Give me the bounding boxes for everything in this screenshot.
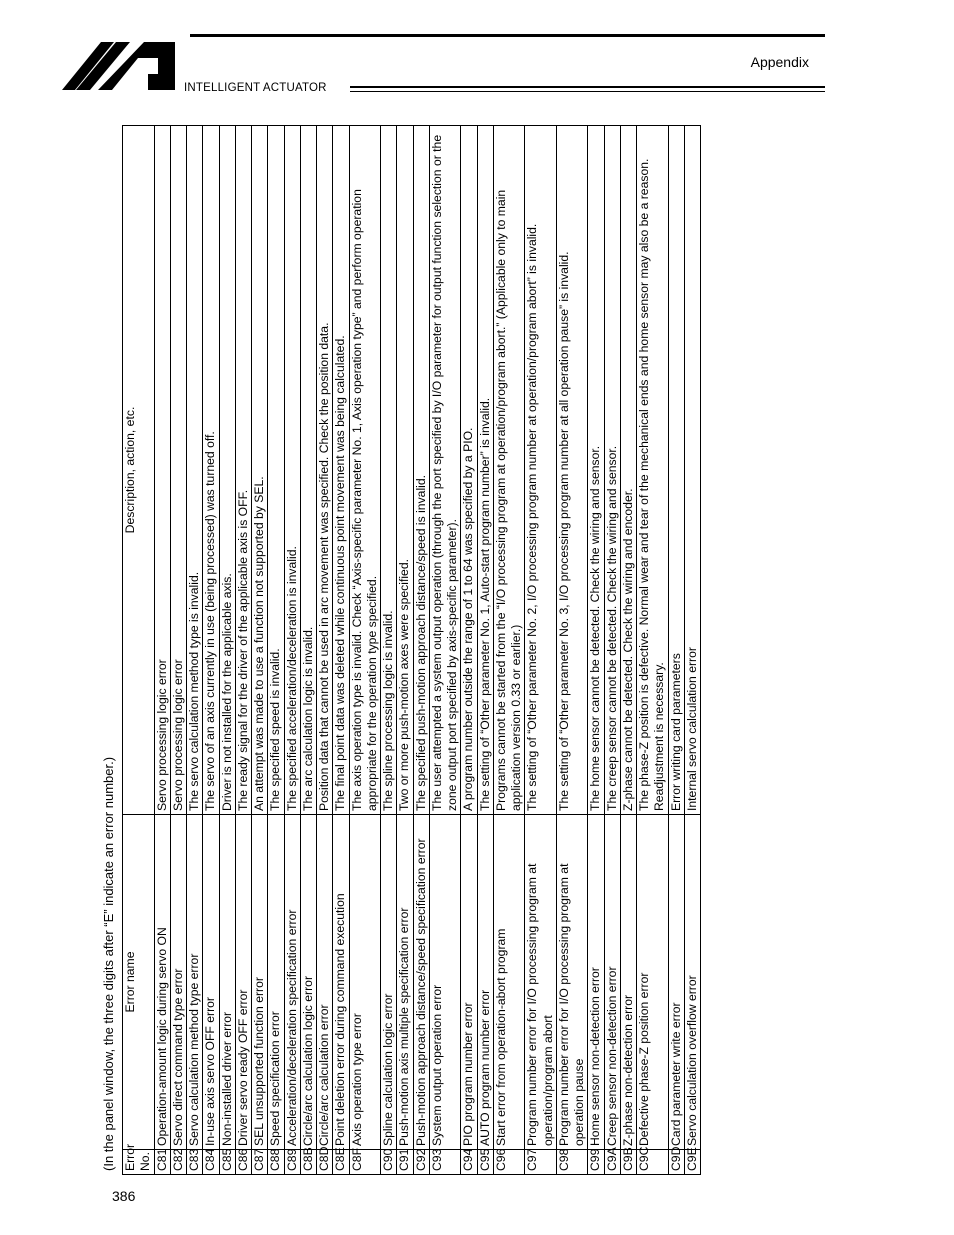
description-cell: The axis operation type is invalid. Check “Axis-specific parameter No. 1, Axis operation type” and perform operation appropriate for the operation type specified. [349, 126, 381, 815]
table-row [493, 126, 525, 1175]
section-label: Appendix [750, 54, 809, 70]
table-row [620, 126, 636, 1175]
error-name-cell: Z-phase non-detection error [620, 815, 636, 1150]
error-name-cell: PIO program number error [461, 815, 477, 1150]
table-row [684, 126, 700, 1175]
header-top-rule [190, 34, 825, 37]
table-row [588, 126, 604, 1175]
error-name-cell: Servo calculation method type error [187, 815, 203, 1150]
table-row [317, 126, 333, 1175]
error-name-cell: Push-motion approach distance/speed specification error [413, 815, 429, 1150]
error-name-cell: Driver servo ready OFF error [235, 815, 251, 1150]
error-code-cell: C95 [477, 1150, 493, 1175]
error-code-cell: C83 [187, 1150, 203, 1175]
error-name-cell: Operation-amount logic during servo ON [154, 815, 170, 1150]
description-cell: The setting of “Other parameter No. 1, Auto-start program number” is invalid. [477, 126, 493, 815]
error-code-cell: C9B [620, 1150, 636, 1175]
error-code-cell: C8D [317, 1150, 333, 1175]
error-code-cell: C91 [397, 1150, 413, 1175]
error-code-cell: C84 [203, 1150, 219, 1175]
error-code-cell: C96 [493, 1150, 525, 1175]
error-code-cell: C90 [381, 1150, 397, 1175]
error-name-cell: Start error from operation-abort program [493, 815, 525, 1150]
description-cell: The spline processing logic is invalid. [381, 126, 397, 815]
error-code-cell: C82 [170, 1150, 186, 1175]
error-name-cell: Servo calculation overflow error [684, 815, 700, 1150]
table-row [637, 126, 669, 1175]
error-code-cell: C8B [300, 1150, 316, 1175]
description-cell: Internal servo calculation error [684, 126, 700, 815]
rotated-error-table [96, 125, 876, 1175]
error-name-cell: Acceleration/deceleration specification error [284, 815, 300, 1150]
table-row [252, 126, 268, 1175]
description-cell: Driver is not installed for the applicable axis. [219, 126, 235, 815]
table-row [604, 126, 620, 1175]
error-code-cell: C98 [556, 1150, 588, 1175]
description-cell: The specified acceleration/deceleration is invalid. [284, 126, 300, 815]
description-cell: The user attempted a system output operation (through the port specified by I/O parameter for output function selection or the zone output port specified by axis-specific parameter). [429, 126, 461, 815]
error-code-cell: C9C [637, 1150, 669, 1175]
error-code-cell: C89 [284, 1150, 300, 1175]
error-code-cell: C86 [235, 1150, 251, 1175]
description-cell: Servo processing logic error [170, 126, 186, 815]
error-name-cell: Spline calculation logic error [381, 815, 397, 1150]
error-name-cell: AUTO program number error [477, 815, 493, 1150]
header-error-name: Error name [123, 815, 155, 1150]
error-table [122, 125, 701, 1175]
error-code-cell: C94 [461, 1150, 477, 1175]
header-error-no: Error No. [123, 1150, 155, 1175]
description-cell: Z-phase cannot be detected. Check the wiring and encoder. [620, 126, 636, 815]
table-row [668, 126, 684, 1175]
table-row [203, 126, 219, 1175]
description-cell: Error writing card parameters [668, 126, 684, 815]
company-name: INTELLIGENT ACTUATOR [184, 82, 327, 94]
description-cell: An attempt was made to use a function not supported by SEL. [252, 126, 268, 815]
error-name-cell: In-use axis servo OFF error [203, 815, 219, 1150]
description-cell: The setting of “Other parameter No. 2, I/O processing program number at operation/program abort” is invalid. [525, 126, 557, 815]
error-name-cell: Speed specification error [268, 815, 284, 1150]
description-cell: The specified speed is invalid. [268, 126, 284, 815]
description-cell: The creep sensor cannot be detected. Check the wiring and sensor. [604, 126, 620, 815]
description-cell: The servo calculation method type is invalid. [187, 126, 203, 815]
iai-logo-icon [62, 40, 182, 92]
page-number: 386 [112, 1188, 136, 1204]
header-rule [350, 86, 825, 88]
description-cell: The final point data was deleted while continuous point movement was being calculated. [333, 126, 349, 815]
error-code-cell: C92 [413, 1150, 429, 1175]
error-name-cell: Circle/arc calculation logic error [300, 815, 316, 1150]
error-name-cell: System output operation error [429, 815, 461, 1150]
description-cell: The home sensor cannot be detected. Check the wiring and sensor. [588, 126, 604, 815]
table-row [333, 126, 349, 1175]
table-row [300, 126, 316, 1175]
table-row [397, 126, 413, 1175]
header-rule-thin [350, 91, 825, 92]
error-code-cell: C9D [668, 1150, 684, 1175]
table-row [187, 126, 203, 1175]
error-name-cell: Axis operation type error [349, 815, 381, 1150]
table-row [349, 126, 381, 1175]
error-code-cell: C81 [154, 1150, 170, 1175]
table-row [525, 126, 557, 1175]
table-header-row [123, 126, 155, 1175]
description-cell: Programs cannot be started from the “I/O processing program at operation/program abort.” (Applicable only to main application version 0.33 or earlier.) [493, 126, 525, 815]
error-name-cell: Program number error for I/O processing program at operation pause [556, 815, 588, 1150]
error-code-cell: C9A [604, 1150, 620, 1175]
description-cell: Position data that cannot be used in arc movement was specified. Check the position data. [317, 126, 333, 815]
error-code-cell: C88 [268, 1150, 284, 1175]
table-caption: (In the panel window, the three digits after “E” indicate an error number.) [101, 756, 116, 1171]
error-name-cell: SEL unsupported function error [252, 815, 268, 1150]
error-code-cell: C99 [588, 1150, 604, 1175]
error-name-cell: Defective phase-Z position error [637, 815, 669, 1150]
description-cell: Servo processing logic error [154, 126, 170, 815]
error-code-cell: C8E [333, 1150, 349, 1175]
error-code-cell: C8F [349, 1150, 381, 1175]
table-row [235, 126, 251, 1175]
description-cell: The ready signal for the driver of the applicable axis is OFF. [235, 126, 251, 815]
description-cell: Two or more push-motion axes were specified. [397, 126, 413, 815]
error-name-cell: Servo direct command type error [170, 815, 186, 1150]
error-name-cell: Non-installed driver error [219, 815, 235, 1150]
table-row [381, 126, 397, 1175]
error-name-cell: Push-motion axis multiple specification error [397, 815, 413, 1150]
description-cell: The arc calculation logic is invalid. [300, 126, 316, 815]
error-name-cell: Point deletion error during command execution [333, 815, 349, 1150]
error-name-cell: Creep sensor non-detection error [604, 815, 620, 1150]
error-code-cell: C87 [252, 1150, 268, 1175]
table-row [556, 126, 588, 1175]
error-code-cell: C9E [684, 1150, 700, 1175]
description-cell: The setting of “Other parameter No. 3, I/O processing program number at all operation pause” is invalid. [556, 126, 588, 815]
error-name-cell: Circle/arc calculation error [317, 815, 333, 1150]
description-cell: A program number outside the range of 1 to 64 was specified by a PIO. [461, 126, 477, 815]
error-code-cell: C97 [525, 1150, 557, 1175]
table-row [219, 126, 235, 1175]
table-row [284, 126, 300, 1175]
table-row [461, 126, 477, 1175]
description-cell: The specified push-motion approach distance/speed is invalid. [413, 126, 429, 815]
table-row [268, 126, 284, 1175]
error-code-cell: C85 [219, 1150, 235, 1175]
error-name-cell: Card parameter write error [668, 815, 684, 1150]
table-row [170, 126, 186, 1175]
description-cell: The servo of an axis currently in use (being processed) was turned off. [203, 126, 219, 815]
table-row [429, 126, 461, 1175]
error-name-cell: Program number error for I/O processing program at operation/program abort [525, 815, 557, 1150]
table-row [477, 126, 493, 1175]
table-row [413, 126, 429, 1175]
error-code-cell: C93 [429, 1150, 461, 1175]
header-description: Description, action, etc. [123, 126, 155, 815]
table-row [154, 126, 170, 1175]
error-name-cell: Home sensor non-detection error [588, 815, 604, 1150]
description-cell: The phase-Z position is defective. Normal wear and tear of the mechanical ends and home sensor may also be a reason. Readjustment is necessary. [637, 126, 669, 815]
